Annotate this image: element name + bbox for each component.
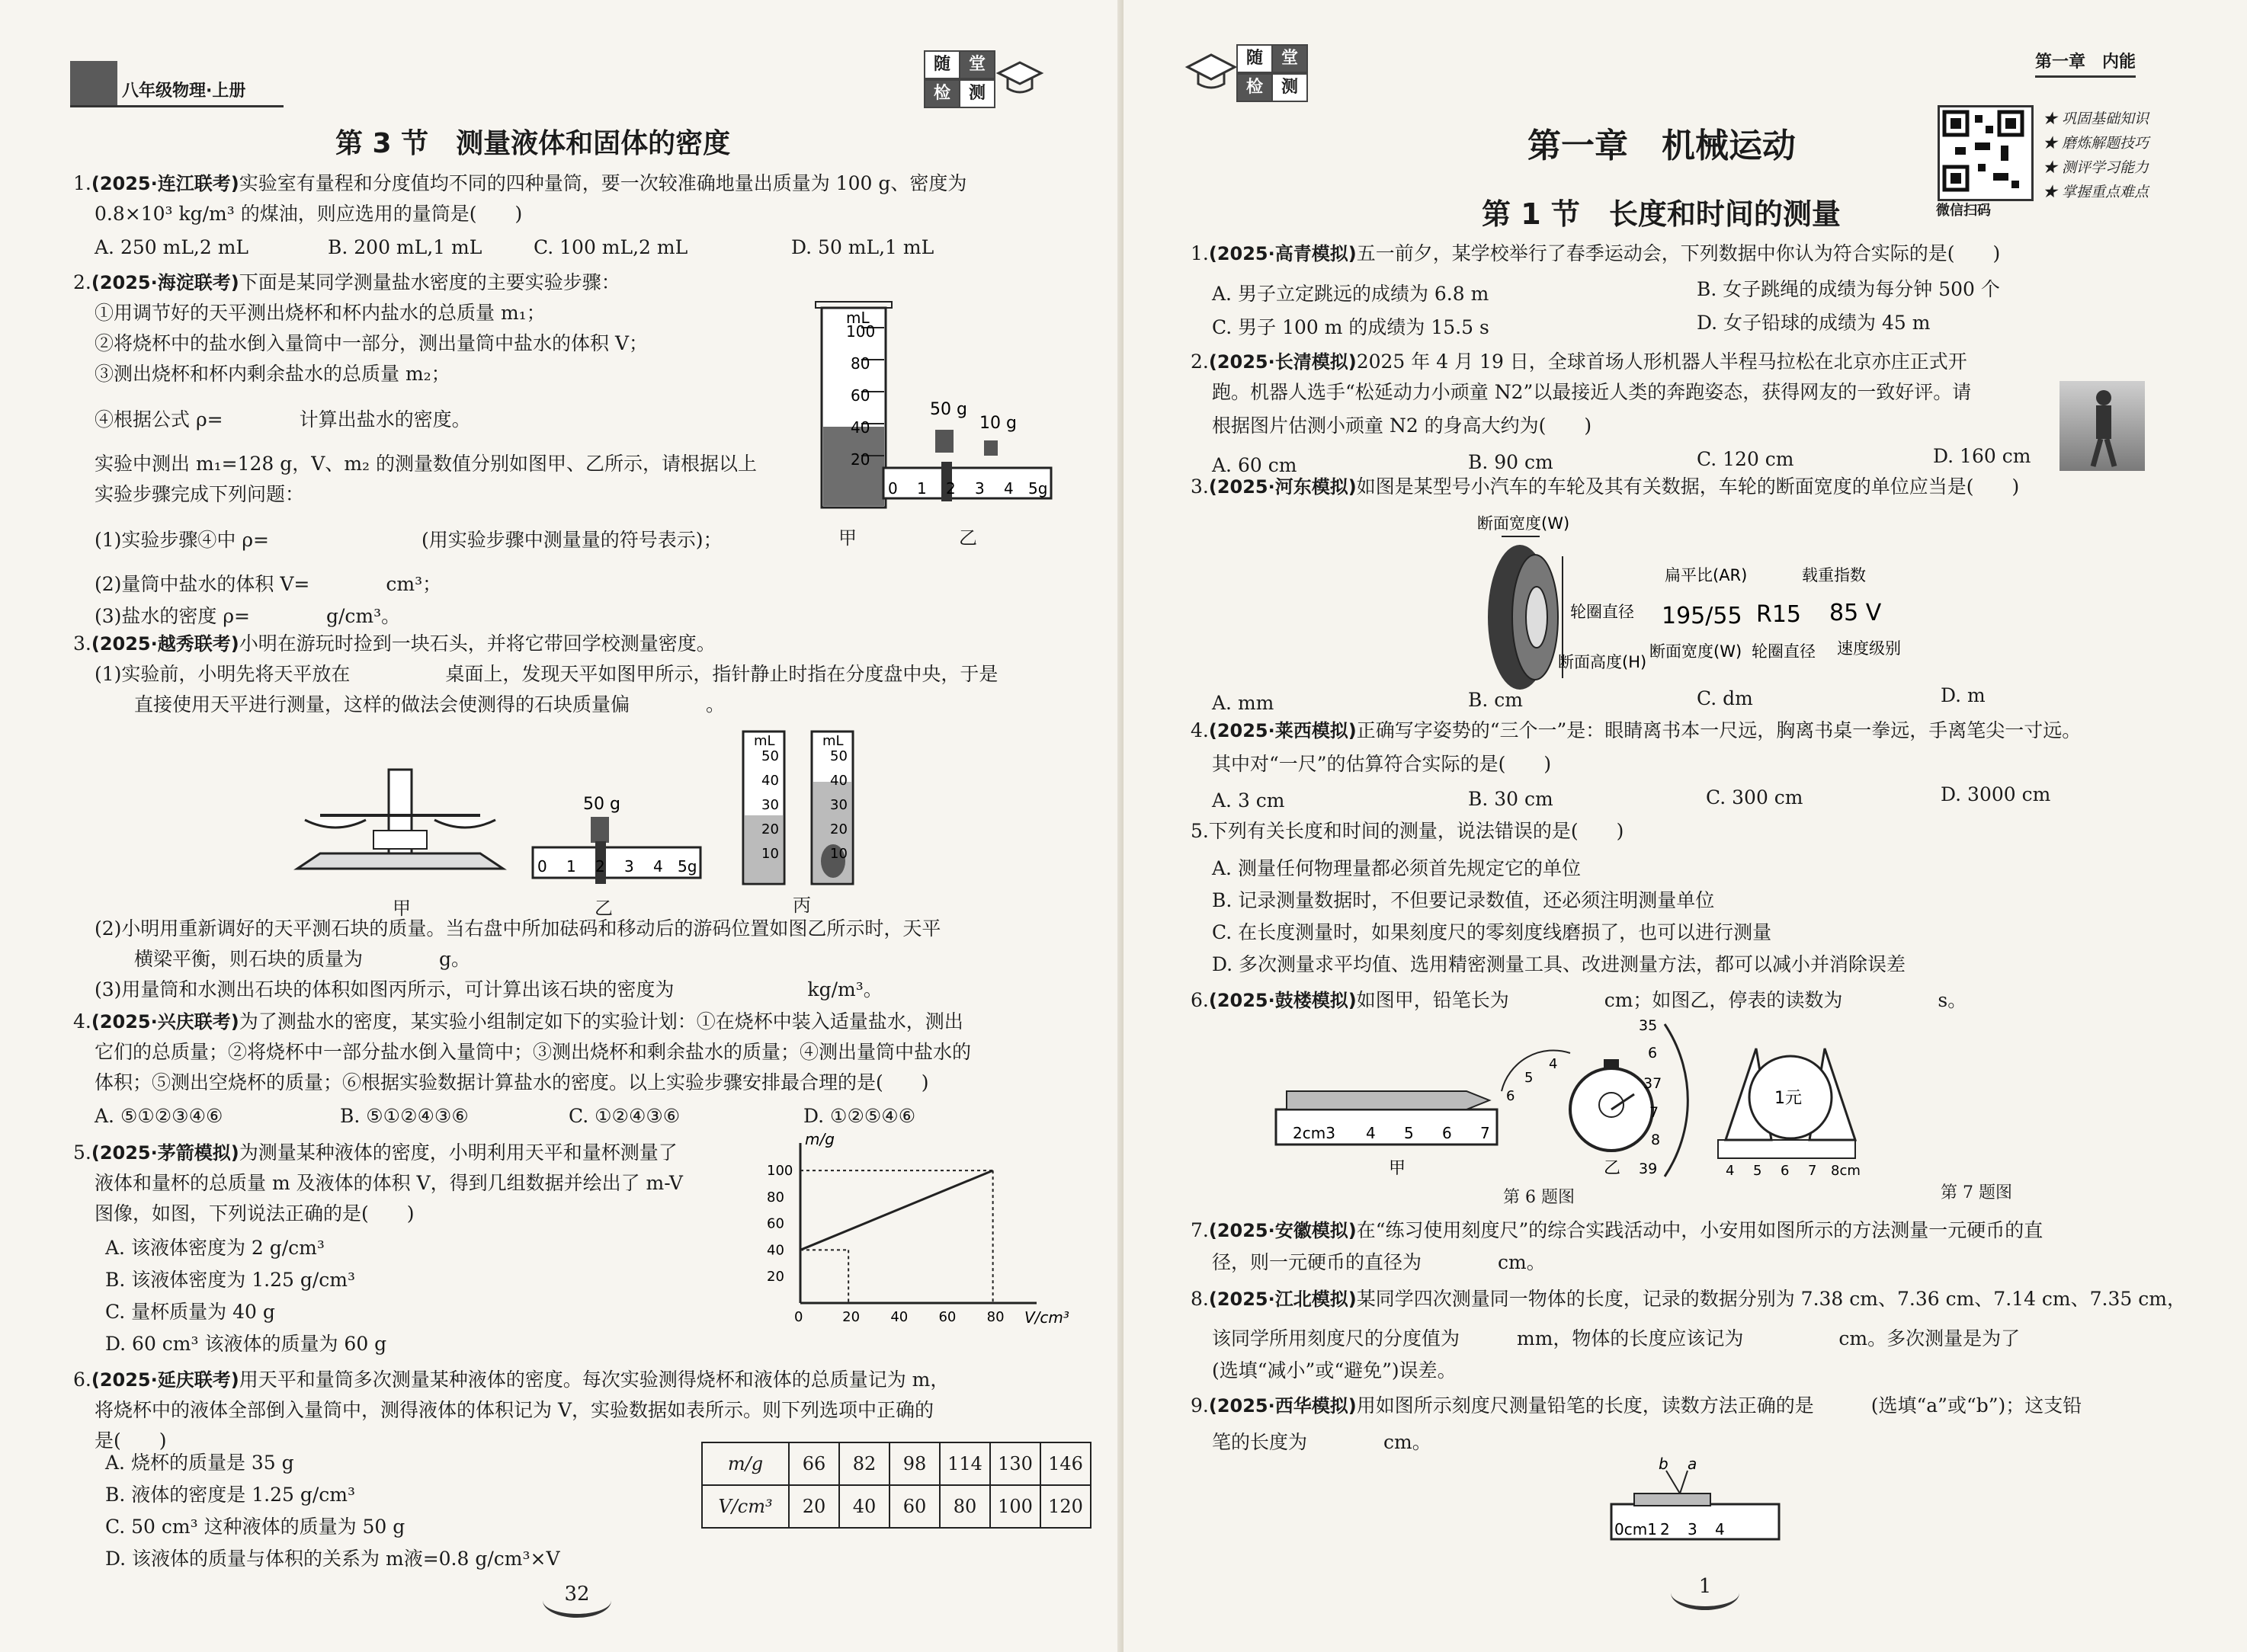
qr-feature: ★ 巩固基础知识 [2043, 110, 2149, 127]
chapter-title: 第一章 机械运动 [1527, 126, 1796, 165]
pencil [1634, 1494, 1710, 1506]
cylinder-unit: mL [846, 309, 870, 327]
qr-feature: ★ 掌握重点难点 [2043, 184, 2149, 200]
question-9-line2: 笔的长度为 cm。 [1212, 1431, 1431, 1453]
question-4: 4.(2025·莱西模拟)正确写字姿势的“三个一”是：眼睛离书本一尺远，胸离书桌一拳远，手离笔尖一寸远。 [1191, 719, 2082, 741]
figure-caption: 第 7 题图 [1941, 1183, 2012, 1202]
option-d: D. ①②⑤④⑥ [803, 1105, 916, 1127]
table-cell: 146 [1040, 1442, 1091, 1485]
option-b: B. 该液体密度为 1.25 g/cm³ [105, 1269, 355, 1291]
svg-text:4: 4 [1726, 1163, 1735, 1179]
option-c: C. dm [1697, 687, 1753, 709]
svg-text:2: 2 [946, 479, 956, 498]
table-row [702, 1485, 1091, 1528]
svg-text:5: 5 [1404, 1124, 1414, 1142]
svg-text:5g: 5g [678, 857, 697, 876]
page-number-swoosh [1671, 1576, 1739, 1610]
cylinder-tick: 40 [851, 418, 870, 437]
question-5-line3: 图像，如图，下列说法正确的是( ) [95, 1202, 415, 1225]
table-header: V/cm³ [702, 1485, 789, 1528]
svg-text:10: 10 [761, 846, 779, 862]
graduation-cap-icon [1184, 46, 1238, 99]
question-5: 5.(2025·茅箭模拟)为测量某种液体的密度，小明利用天平和量杯测量了 [73, 1141, 678, 1164]
chapter-label: 第一章 内能 [2035, 49, 2136, 78]
question-1: 1.(2025·高青模拟)五一前夕，某学校举行了春季运动会，下列数据中你认为符合实际的是( ) [1191, 242, 2001, 264]
balance-beam-scale-figure [880, 396, 1056, 511]
weight-and-scale-figure [530, 792, 705, 892]
question-7: 7.(2025·安徽模拟)在“练习使用刻度尺”的综合实践活动中，小安用如图所示的方法测量一元硬币的直 [1191, 1219, 2043, 1241]
svg-text:10: 10 [830, 846, 848, 862]
svg-text:35: 35 [1639, 1017, 1658, 1034]
tire-label: 断面宽度(W) [1477, 514, 1570, 533]
svg-text:6: 6 [1781, 1163, 1790, 1179]
svg-text:8: 8 [1651, 1132, 1661, 1148]
figure-label-yi: 乙 [1604, 1159, 1621, 1178]
question-3-sub2: (2)小明用重新调好的天平测石块的质量。当右盘中所加砝码和移动后的游码位置如图乙所示时，天平 [95, 917, 941, 940]
question-2-line2: 跑。机器人选手“松延动力小顽童 N2”以最接近人类的奔跑姿态，获得网友的一致好评。请 [1212, 381, 1972, 403]
section-title: 第 1 节 长度和时间的测量 [1482, 197, 1841, 231]
figure-caption: 第 6 题图 [1503, 1188, 1575, 1207]
badge-char: 检 [924, 79, 960, 108]
book-label: 八年级物理·上册 [122, 82, 246, 101]
tire-label: 断面宽度(W) [1649, 642, 1742, 661]
question-6-line2: 将烧杯中的液体全部倒入量筒中，测得液体的体积记为 V，实验数据如表所示。则下列选项中正确的 [95, 1399, 934, 1421]
question-4-line2: 它们的总质量；②将烧杯中一部分盐水倒入量筒中；③测出烧杯和剩余盐水的质量；④测出量筒中盐水的 [95, 1041, 972, 1063]
option-a: A. mm [1212, 692, 1274, 714]
svg-text:3: 3 [975, 479, 985, 498]
x-tick-label: 0 [794, 1309, 803, 1325]
option-b: B. 记录测量数据时，不但要记录数值，还必须注明测量单位 [1212, 889, 1715, 911]
question-8: 8.(2025·江北模拟)某同学四次测量同一物体的长度，记录的数据分别为 7.38 cm、7.36 cm、7.14 cm、7.35 cm， [1191, 1288, 2186, 1310]
svg-text:40: 40 [830, 773, 848, 789]
y-tick-label: 80 [767, 1189, 784, 1205]
option-c: C. 50 cm³ 这种液体的质量为 50 g [105, 1516, 405, 1538]
coin-label: 1元 [1774, 1089, 1802, 1108]
option-c: C. 120 cm [1697, 448, 1794, 470]
table-row [702, 1442, 1091, 1485]
figure-label-yi: 乙 [959, 527, 977, 549]
svg-text:37: 37 [1643, 1075, 1662, 1092]
svg-text:4: 4 [653, 857, 663, 876]
option-d: D. 50 mL,1 mL [791, 236, 934, 258]
option-a: A. 250 mL,2 mL [95, 236, 249, 258]
weight-label: 50 g [930, 400, 967, 419]
question-5-line2: 液体和量杯的总质量 m 及液体的体积 V，得到几组数据并绘出了 m-V [95, 1172, 683, 1194]
svg-text:6: 6 [1648, 1045, 1658, 1061]
option-c: C. 100 mL,2 mL [534, 236, 688, 258]
tire-code: 85 V [1829, 600, 1882, 626]
option-b: B. 90 cm [1468, 451, 1553, 473]
x-tick-label: 60 [938, 1309, 957, 1325]
option-b: B. 液体的密度是 1.25 g/cm³ [105, 1484, 355, 1506]
tire-label: 扁平比(AR) [1665, 566, 1748, 584]
robot-runner-photo [2059, 381, 2145, 471]
step-4: ④根据公式 ρ= 计算出盐水的密度。 [95, 408, 471, 431]
option-b: B. cm [1468, 689, 1523, 711]
option-a: A. 男子立定跳远的成绩为 6.8 m [1212, 283, 1489, 305]
sub-question-1: (1)实验步骤④中 ρ= (用实验步骤中测量量的符号表示)； [95, 529, 723, 551]
question-8-line3: (选填“减小”或“避免”)误差。 [1212, 1359, 1457, 1381]
question-2: 2.(2025·长清模拟)2025 年 4 月 19 日，全球首场人形机器人半程马拉松在北京亦庄正式开 [1191, 351, 1967, 373]
table-cell: 40 [839, 1485, 890, 1528]
question-8-line2: 该同学所用刻度尺的分度值为 mm，物体的长度应该记为 cm。多次测量是为了 [1212, 1327, 2116, 1349]
svg-text:8cm: 8cm [1831, 1163, 1861, 1179]
question-3-sub2-cont: 横梁平衡，则石块的质量为 g。 [134, 948, 471, 970]
stopwatch-scale [1665, 1024, 1688, 1177]
option-d: D. 女子铅球的成绩为 45 m [1697, 312, 1931, 334]
svg-text:0: 0 [537, 857, 547, 876]
svg-text:5: 5 [1524, 1070, 1534, 1086]
svg-text:2: 2 [595, 857, 605, 876]
view-label: b [1659, 1455, 1668, 1473]
table-cell: 120 [1040, 1485, 1091, 1528]
x-tick-label: 40 [890, 1309, 909, 1325]
y-tick-label: 20 [767, 1269, 784, 1285]
table-cell: 66 [789, 1442, 839, 1485]
mass-volume-chart [762, 1130, 1069, 1327]
svg-text:4: 4 [1366, 1124, 1376, 1142]
step-2: ②将烧杯中的盐水倒入量筒中一部分，测出量筒中盐水的体积 V； [95, 332, 649, 354]
question-6-line3: 是( ) [95, 1429, 167, 1452]
mass-volume-table [701, 1442, 1091, 1529]
x-tick-label: 20 [842, 1309, 861, 1325]
svg-text:mL: mL [822, 733, 844, 749]
svg-text:7: 7 [1808, 1163, 1817, 1179]
book-label-tag [70, 61, 284, 107]
badge-in-class-test [924, 50, 995, 108]
beam-balance-figure [290, 754, 511, 892]
y-tick-label: 100 [767, 1163, 793, 1180]
option-d: D. 3000 cm [1941, 783, 2051, 805]
robot-figure-icon [2059, 381, 2145, 471]
option-c: C. 量杯质量为 40 g [105, 1301, 275, 1323]
step-3: ③测出烧杯和杯内剩余盐水的总质量 m₂； [95, 363, 450, 385]
pencil-ruler-figure [1604, 1455, 1787, 1548]
y-tick-label: 60 [767, 1215, 784, 1232]
step-1: ①用调节好的天平测出烧杯和杯内盐水的总质量 m₁； [95, 302, 546, 324]
ruler [1718, 1140, 1855, 1158]
page-number-swoosh [543, 1583, 611, 1618]
svg-text:7: 7 [1480, 1124, 1490, 1142]
question-1-line2: 0.8×10³ kg/m³ 的煤油，则应选用的量筒是( ) [95, 203, 523, 225]
option-a: A. 该液体密度为 2 g/cm³ [105, 1237, 325, 1259]
qr-caption: 微信扫码 [1936, 203, 1991, 219]
badge-char: 堂 [959, 50, 995, 79]
svg-text:20: 20 [761, 821, 779, 837]
cylinder-tick: 20 [851, 450, 870, 469]
page-number: 1 [1671, 1570, 1739, 1603]
question-2-intro: 实验中测出 m₁=128 g，V、m₂ 的测量数值分别如图甲、乙所示，请根据以上 [95, 453, 758, 475]
option-a: A. 测量任何物理量都必须首先规定它的单位 [1212, 857, 1581, 879]
option-c: C. 在长度测量时，如果刻度尺的零刻度线磨损了，也可以进行测量 [1212, 921, 1772, 943]
svg-text:2cm3: 2cm3 [1293, 1124, 1335, 1142]
qr-code [1938, 105, 2034, 201]
svg-text:6: 6 [1442, 1124, 1452, 1142]
option-b: B. ⑤①②④③⑥ [340, 1105, 469, 1127]
option-b: B. 200 mL,1 mL [328, 236, 482, 258]
question-4-line3: 体积；⑤测出空烧杯的质量；⑥根据实验数据计算盐水的密度。以上实验步骤安排最合理的是( ) [95, 1071, 929, 1093]
section-title: 第 3 节 测量液体和固体的密度 [335, 128, 731, 159]
question-3-sub3: (3)用量筒和水测出石块的体积如图丙所示，可计算出该石块的密度为 kg/m³。 [95, 978, 883, 1000]
question-4-line2: 其中对“一尺”的估算符合实际的是( ) [1212, 753, 1552, 775]
svg-text:1: 1 [917, 479, 927, 498]
option-b: B. 女子跳绳的成绩为每分钟 500 个 [1697, 278, 2000, 300]
figure-label-bing: 丙 [793, 895, 811, 916]
svg-text:1: 1 [566, 857, 576, 876]
svg-text:4: 4 [1715, 1520, 1725, 1538]
table-cell: 100 [990, 1485, 1040, 1528]
option-c: C. 男子 100 m 的成绩为 15.5 s [1212, 316, 1489, 338]
qr-features [2043, 107, 2149, 204]
svg-text:50: 50 [830, 748, 848, 764]
table-cell: 20 [789, 1485, 839, 1528]
question-9: 9.(2025·西华模拟)用如图所示刻度尺测量铅笔的长度，读数方法正确的是 (选填“a”或“b”)；这支铅 [1191, 1394, 2082, 1417]
question-6: 6.(2025·延庆联考)用天平和量筒多次测量某种液体的密度。每次实验测得烧杯和液体的总质量记为 m， [73, 1369, 950, 1391]
weight-label: 50 g [583, 795, 620, 814]
svg-text:4: 4 [1549, 1056, 1558, 1072]
table-cell: 98 [890, 1442, 940, 1485]
question-3-sub1: (1)实验前，小明先将天平放在 桌面上，发现天平如图甲所示，指针静止时指在分度盘中央，于是 [95, 663, 998, 685]
weight-label: 10 g [979, 414, 1017, 433]
option-c: C. ①②④③⑥ [569, 1105, 681, 1127]
header-rule [70, 105, 284, 107]
figure-label-yi: 乙 [595, 898, 613, 919]
svg-text:3: 3 [1688, 1520, 1697, 1538]
question-3-sub1-cont: 直接使用天平进行测量，这样的做法会使测得的石块质量偏 。 [134, 693, 726, 716]
question-2-line3: 根据图片估测小顽童 N2 的身高大约为( ) [1212, 415, 1592, 437]
view-label: a [1688, 1455, 1697, 1473]
svg-text:40: 40 [761, 773, 779, 789]
badge-char: 堂 [1271, 44, 1308, 73]
sub-question-2: (2)量筒中盐水的体积 V= cm³； [95, 573, 442, 595]
tire-code: R15 [1756, 601, 1802, 628]
cylinder-tick: 100 [846, 322, 876, 341]
small-dial-arc [1502, 1050, 1570, 1091]
tire-label: 轮圈直径 [1570, 603, 1634, 621]
figure-label-jia: 甲 [1389, 1159, 1406, 1178]
option-a: A. 3 cm [1212, 789, 1285, 812]
figure-label-jia: 甲 [838, 527, 857, 549]
svg-text:5g: 5g [1028, 479, 1048, 498]
right-page [1124, 0, 2247, 1652]
figure-label-jia: 甲 [393, 898, 411, 919]
tire-label: 速度级别 [1837, 639, 1901, 658]
svg-text:5: 5 [1753, 1163, 1762, 1179]
option-d: D. 该液体的质量与体积的关系为 m液=0.8 g/cm³×V [105, 1548, 560, 1570]
qr-feature: ★ 磨炼解题技巧 [2043, 135, 2149, 152]
cylinder-tick: 80 [851, 354, 870, 373]
question-3: 3.(2025·河东模拟)如图是某型号小汽车的车轮及其有关数据，车轮的断面宽度的单位应当是( ) [1191, 475, 2020, 498]
svg-text:6: 6 [1506, 1088, 1515, 1104]
svg-text:0cm1: 0cm1 [1614, 1520, 1657, 1538]
svg-text:30: 30 [761, 797, 779, 813]
badge-char: 测 [959, 79, 995, 108]
option-d: D. 160 cm [1933, 445, 2031, 467]
badge-char: 随 [924, 50, 960, 79]
tire-code: 195/55 [1662, 603, 1742, 629]
question-3: 3.(2025·越秀联考)小明在游玩时捡到一块石头，并将它带回学校测量密度。 [73, 632, 716, 655]
option-a: A. 60 cm [1212, 454, 1297, 476]
question-2-intro2: 实验步骤完成下列问题： [95, 483, 305, 505]
svg-text:4: 4 [1004, 479, 1014, 498]
svg-text:30: 30 [830, 797, 848, 813]
option-b: B. 30 cm [1468, 788, 1553, 810]
question-6: 6.(2025·鼓楼模拟)如图甲，铅笔长为 cm；如图乙，停表的读数为 s。 [1191, 989, 1967, 1011]
x-tick-label: 80 [986, 1309, 1005, 1325]
tire-label: 载重指数 [1802, 566, 1866, 584]
option-d: D. 60 cm³ 该液体的质量为 60 g [105, 1333, 387, 1355]
page-number: 32 [543, 1577, 611, 1611]
table-cell: 130 [990, 1442, 1040, 1485]
question-4: 4.(2025·兴庆联考)为了测盐水的密度，某实验小组制定如下的实验计划：①在烧杯中装入适量盐水，测出 [73, 1010, 963, 1032]
table-cell: 114 [940, 1442, 990, 1485]
svg-text:3: 3 [624, 857, 634, 876]
svg-text:20: 20 [830, 821, 848, 837]
badge-in-class-test [1236, 44, 1308, 102]
tire-label: 轮圈直径 [1752, 642, 1816, 661]
svg-text:mL: mL [754, 733, 775, 749]
series-line [800, 1170, 993, 1250]
svg-text:7: 7 [1649, 1104, 1659, 1121]
graduation-cap-icon [995, 53, 1044, 102]
question-5: 5.下列有关长度和时间的测量，说法错误的是( ) [1191, 820, 1624, 842]
table-header: m/g [702, 1442, 789, 1485]
question-7-line2: 径，则一元硬币的直径为 cm。 [1212, 1251, 1546, 1273]
option-d: D. m [1941, 684, 1986, 706]
qr-code-icon [1940, 107, 2027, 194]
badge-char: 随 [1236, 44, 1273, 73]
badge-char: 检 [1236, 73, 1273, 102]
x-axis-label: V/cm³ [1024, 1308, 1069, 1327]
table-cell: 60 [890, 1485, 940, 1528]
y-tick-label: 40 [767, 1242, 784, 1259]
option-a: A. ⑤①②③④⑥ [95, 1105, 223, 1127]
svg-text:0: 0 [888, 479, 898, 498]
question-6-figures [1276, 1017, 1861, 1189]
table-cell: 82 [839, 1442, 890, 1485]
table-cell: 80 [940, 1485, 990, 1528]
sub-question-3: (3)盐水的密度 ρ= g/cm³。 [95, 605, 401, 627]
svg-text:50: 50 [761, 748, 779, 764]
badge-char: 测 [1271, 73, 1308, 102]
cylinder-tick: 60 [851, 386, 870, 405]
tire-figure [1413, 511, 1901, 693]
question-1: 1.(2025·连江联考)实验室有量程和分度值均不同的四种量筒，要一次较准确地量出质量为 100 g、密度为 [73, 172, 967, 194]
tire-label: 断面高度(H) [1558, 653, 1647, 671]
pencil [1287, 1091, 1489, 1109]
svg-text:2: 2 [1660, 1520, 1670, 1538]
svg-text:39: 39 [1639, 1161, 1658, 1177]
header-dark-block [70, 61, 117, 107]
question-2: 2.(2025·海淀联考)下面是某同学测量盐水密度的主要实验步骤： [73, 271, 620, 293]
option-c: C. 300 cm [1706, 786, 1803, 808]
option-d: D. 多次测量求平均值、选用精密测量工具、改进测量方法，都可以减小并消除误差 [1212, 953, 1906, 975]
qr-feature: ★ 测评学习能力 [2043, 159, 2149, 176]
two-cylinders-figure [736, 724, 865, 892]
option-a: A. 烧杯的质量是 35 g [105, 1452, 294, 1474]
y-axis-label: m/g [805, 1130, 835, 1148]
